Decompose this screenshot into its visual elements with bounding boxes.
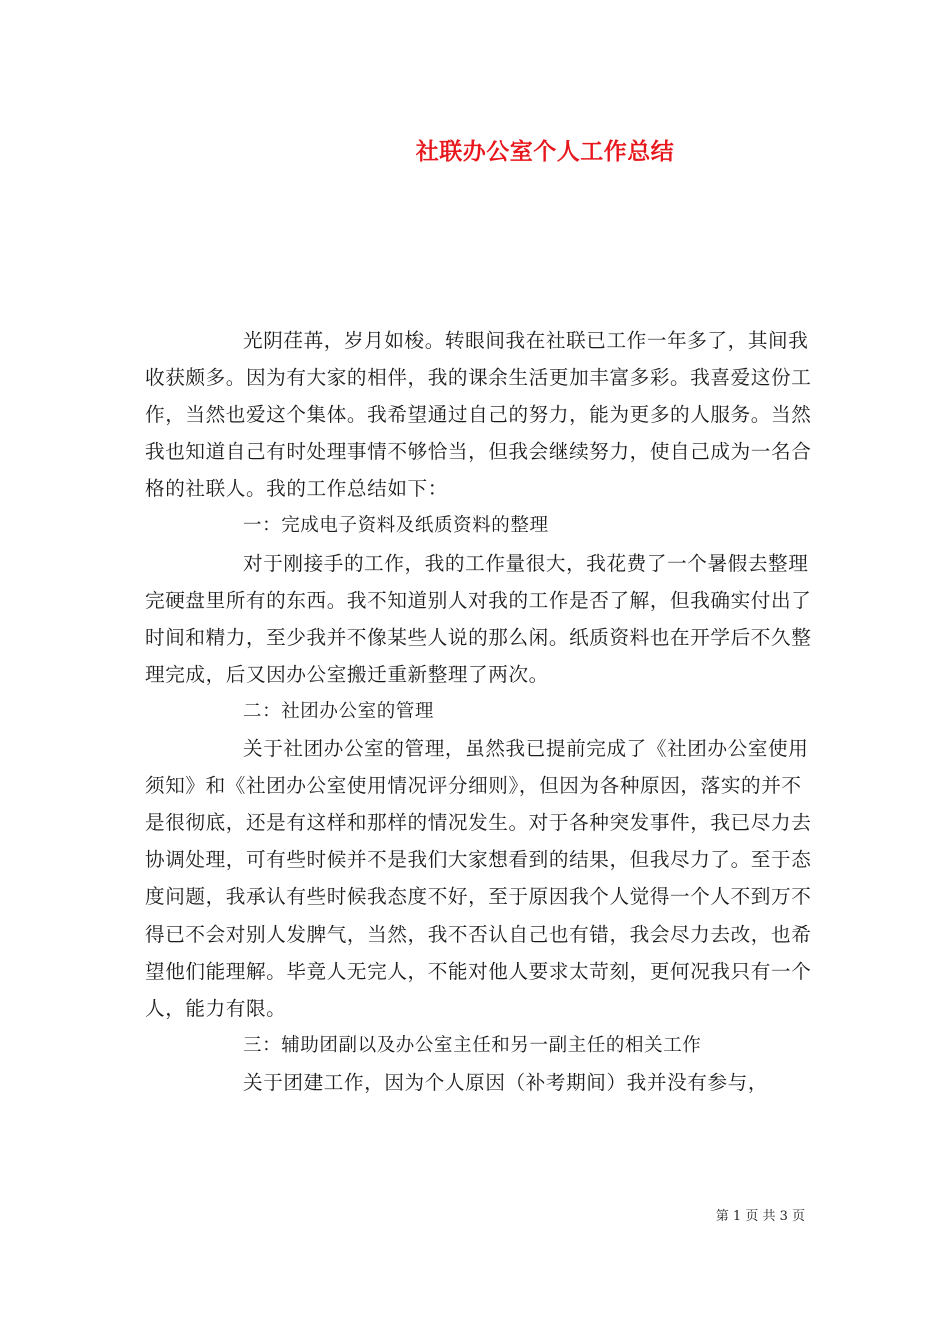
document-title: 社联办公室个人工作总结 bbox=[415, 139, 675, 165]
document-body bbox=[145, 322, 815, 1101]
paragraph-section-2: 关于社团办公室的管理，虽然我已提前完成了《社团办公室使用须知》和《社团办公室使用情况评分细则》，但因为各种原因，落实的并不是很彻底，还是有这样和那样的情况发生。对于各种突发事件，我已尽力去协调处理，可有些时候并不是我们大家想看到的结果，但我尽力了。至于态度问题，我承认有些时候我态度不好，至于原因我个人觉得一个人不到万不得已不会对别人发脾气，当然，我不否认自己也有错，我会尽力去改，也希望他们能理解。毕竟人无完人，不能对他人要求太苛刻，更何况我只有一个人，能力有限。 bbox=[145, 737, 812, 1020]
section-heading-2: 二：社团办公室的管理 bbox=[243, 700, 435, 722]
page-number: 第 1 页 共 3 页 bbox=[715, 1209, 805, 1224]
section-heading-1: 一：完成电子资料及纸质资料的整理 bbox=[243, 515, 549, 537]
paragraph-section-3: 关于团建工作，因为个人原因（补考期间）我并没有参与， bbox=[243, 1070, 769, 1094]
paragraph-section-1: 对于刚接手的工作，我的工作量很大，我花费了一个暑假去整理完硬盘里所有的东西。我不知道别人对我的工作是否了解，但我确实付出了时间和精力，至少我并不像某些人说的那么闲。纸质资料也在开学后不久整理完成，后又因办公室搬迁重新整理了两次。 bbox=[145, 551, 812, 686]
section-heading-3: 三：辅助团副以及办公室主任和另一副主任的相关工作 bbox=[243, 1034, 702, 1056]
paragraph-intro: 光阴荏苒，岁月如梭。转眼间我在社联已工作一年多了，其间我收获颇多。因为有大家的相伴，我的课余生活更加丰富多彩。我喜爱这份工作，当然也爱这个集体。我希望通过自己的努力，能为更多的人服务。当然我也知道自己有时处理事情不够恰当，但我会继续努力，使自己成为一名合格的社联人。我的工作总结如下： bbox=[145, 329, 812, 501]
